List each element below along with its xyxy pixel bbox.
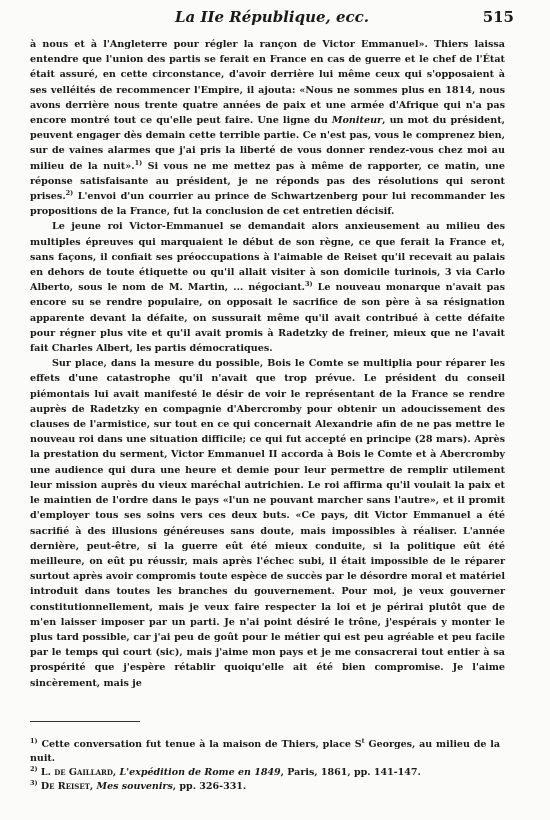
footnote bbox=[30, 738, 500, 766]
text-run: Georges, au milieu de la nuit. bbox=[30, 739, 500, 764]
text-run: L. bbox=[37, 767, 55, 778]
text-run: t bbox=[361, 736, 365, 745]
paragraph bbox=[30, 37, 505, 219]
text-run: , un mot du président, peuvent engager dès demain cette terrible partie. Ce n'est pas, vous le comprenez bien, sur de vaines alarmes que j'ai pris la liberté de vous donner rendez-vous chez moi au milieu de la nuit». bbox=[30, 115, 505, 172]
running-header bbox=[30, 8, 514, 30]
text-run: , pp. 326-331. bbox=[172, 781, 247, 792]
footnote-number: 3) bbox=[30, 778, 38, 787]
text-run: Cette conversation fut tenue à la maison de Thiers, place S bbox=[37, 739, 362, 750]
footnote-ref: 2) bbox=[65, 188, 74, 197]
footnote-ref: 1) bbox=[134, 158, 143, 167]
text-run: , bbox=[112, 767, 120, 778]
running-title: La IIe République, ecc. bbox=[175, 8, 369, 26]
text-run: à nous et à l'Angleterre pour régler la rançon de Victor Emmanuel». Thiers laissa entendre que l'union des partis se ferait en France en cas de guerre et le chef de l'État était assuré, en cette circonstance, d'avoir derrière lui même ceux qui s'opposaient à ses velléités de recommencer l'Empire, il ajouta: «Nous ne sommes plus en 1814, nous avons derrière nous trente quatre années de paix et une armée d'Afrique qui n'a pas encore montré tout ce qu'elle peut faire. Une ligne du bbox=[30, 39, 505, 127]
text-run: Le nouveau monarque n'avait pas encore su se rendre populaire, on opposait le sacrifice de son père à sa résignation apparente devant la défaite, on sussurait même qu'il avait contribué à cette défaite pour régner plus vite et qu'il avait promis à Radetzky de freiner, mieux que ne l'avait fait Charles Albert, les partis démocratiques. bbox=[30, 282, 505, 355]
text-run: Sur place, dans la mesure du possible, Bois le Comte se multiplia pour réparer les effets d'une catastrophe qu'il n'avait que trop prévue. Le président du conseil piémontais lui avait manifesté le désir de voir le représentant de la France se rendre auprès de Radetzky en compagnie d'Abercromby pour obtenir un adoucissement des clauses de l'armistice, sur tout en ce qui concernait Alexandrie afin de ne pas mettre le nouveau roi dans une situation difficile; ce qui fut accepté en principe (28 mars). Après la prestation du serment, Victor Emmanuel II accorda à Bois le Comte et à Abercromby une audience qui dura une heure et demie pour leur permettre de remplir utilement leur mission auprès du vieux maréchal autrichien. Le roi affirma qu'il voulait la paix et le maintien de l'ordre dans le pays «l'un ne pouvant marcher sans l'autre», et il promit d'employer tous ses soins vers ces deux buts. «Ce pays, dit Victor Emmanuel a été sacrifié à des illusions généreuses sans doute, mais impossibles à réaliser. L'année dernière, peut-être, si la guerre eût été mieux conduite, si la politique eût été meilleure, on eût pu réussir, mais après l'échec subi, il était impossible de le réparer surtout après avoir compromis toute espèce de succès par le désordre moral et matériel introduit dans toutes les branches du gouvernement. Pour moi, je veux gouverner constitutionnellement, mais je veux faire respecter la loi et je périrai plutôt que de m'en laisser imposer par un parti. Je n'ai point désiré le trône, j'espérais y monter le plus tard possible, car j'ai peu de goût pour le métier qui est peu agréable et peu facile par le temps qui court (sic), mais j'aime mon pays et je me consacrerai tout entier à sa prospérité que j'espère rétablir quoiqu'elle ait été bien compromise. Je l'aime sincèrement, mais je bbox=[30, 358, 505, 689]
footnote-number: 1) bbox=[30, 736, 38, 745]
text-run: Le jeune roi Victor-Emmanuel se demandait alors anxieusement au milieu des multiples épreuves qui marquaient le début de son règne, ce que ferait la France et, sans façons, il confiait ses préoccupations à l'aimable de Reiset qu'il recevait au palais en dehors de toute étiquette ou qu'il allait visiter à son domicile turinois, 3 via Carlo Alberto, sous le nom de M. Martin, ... négociant. bbox=[30, 221, 505, 294]
small-caps-text: de Gaillard bbox=[54, 767, 113, 778]
text-run: , Paris, 1861, pp. 141-147. bbox=[280, 767, 421, 778]
footnote-ref: 3) bbox=[304, 280, 313, 289]
paragraph bbox=[30, 219, 505, 356]
footnote-separator bbox=[30, 721, 140, 722]
italic-text: Moniteur bbox=[331, 115, 383, 127]
text-run: Si vous ne me mettez pas à même de rapporter, ce matin, une réponse satisfaisante au président, je ne réponds pas des résolutions qui seront prises. bbox=[30, 160, 505, 203]
footnote bbox=[30, 766, 500, 780]
main-text bbox=[30, 37, 505, 691]
italic-text: L'expédition de Rome en 1849 bbox=[119, 767, 281, 778]
italic-text: Mes souvenirs bbox=[96, 781, 173, 792]
footnote bbox=[30, 780, 500, 794]
footnote-number: 2) bbox=[30, 764, 38, 773]
footnotes bbox=[30, 738, 500, 794]
text-run: , bbox=[89, 781, 97, 792]
page-number: 515 bbox=[482, 8, 514, 26]
small-caps-text: De Reiset bbox=[40, 781, 90, 792]
text-run: L'envoi d'un courrier au prince de Schwartzenberg pour lui recommander les propositions de la France, fut la conclusion de cet entretien décisif. bbox=[30, 191, 505, 218]
paragraph bbox=[30, 356, 505, 690]
